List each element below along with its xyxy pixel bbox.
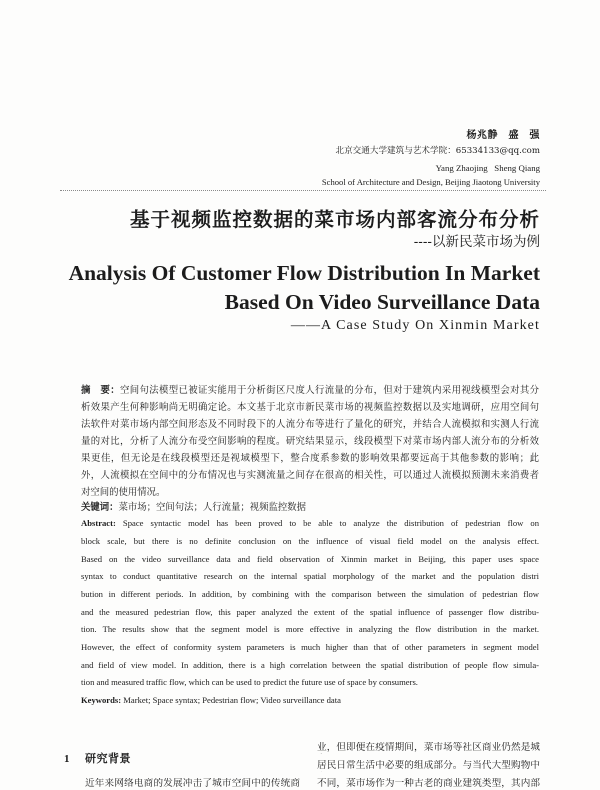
- title-en-line-2: Based On Video Surveillance Data: [224, 290, 540, 314]
- abstract-cn-line: 果更佳，但无论是在线段模型还是视域模型下，整合度系参数的影响效果都要远高于其他参数的影响；此: [81, 453, 539, 464]
- abstract-cn-line: 外，人流模拟在空间中的分布情况也与实测流量之间存在很高的相关性，可以通过人流模拟预测未来消费者: [81, 470, 539, 481]
- keywords-en: [81, 694, 539, 707]
- title-en-line-1: Analysis Of Customer Flow Distribution In Market: [68, 261, 540, 285]
- abstract-cn-line: 析效果产生何种影响尚无明确定论。本文基于北京市新民菜市场的视频监控数据以及实地调研，应用空间句: [81, 402, 539, 413]
- subtitle-cn: ----以新民菜市场为例: [413, 234, 540, 250]
- keywords-cn: [81, 501, 539, 515]
- abstract-en-line: block scale, but there is no definite conclusion on the influence of visual field model on the analysis effect.: [81, 536, 539, 546]
- section-number: 1: [64, 753, 70, 765]
- abstract-cn-line: [81, 384, 539, 398]
- abstract-en-text: Space syntactic model has been proved to be able to analyze the distribution of pedestrian flow on: [122, 518, 539, 528]
- keywords-cn-text: 菜市场；空间句法；人行流量；视频监控数据: [118, 502, 307, 513]
- abstract-cn-line: 对空间的使用情况。: [81, 487, 166, 498]
- section-heading: 研究背景: [85, 752, 131, 765]
- abstract-en-line: tion. The results show that the segment model is more effective in analyzing the flow distribution in the market.: [81, 624, 539, 634]
- abstract-en-line: bution in different periods. In addition, by combining with the comparison between the simulation of pedestrian flow: [81, 589, 539, 599]
- abstract-en-line: and the measured pedestrian flow, this paper analyzed the extent of the spatial influence of passenger flow distribu-: [81, 607, 539, 617]
- body-right-line: 业，但即便在疫情期间，菜市场等社区商业仍然是城: [317, 742, 540, 753]
- title-cn: 基于视频监控数据的菜市场内部客流分布分析: [129, 208, 540, 231]
- abstract-en-line: and field of view model. In addition, there is a high correlation between the spatial distribution of people flow simula-: [81, 660, 539, 670]
- body-right-line: 不同，菜市场作为一种古老的商业建筑类型，其内部: [317, 778, 540, 789]
- abstract-en-label: Abstract:: [81, 518, 116, 528]
- authors-en: Yang Zhaojing Sheng Qiang: [435, 163, 540, 173]
- abstract-en-line: syntax to conduct quantitative research on the internal spatial morphology of the market and the population distri: [81, 571, 539, 581]
- keywords-cn-label: 关键词：: [81, 502, 119, 513]
- abstract-en-line: However, the effect of conformity system parameters is much higher than that of other parameters in segment model: [81, 642, 539, 652]
- body-left-line: 近年来网络电商的发展冲击了城市空间中的传统商: [85, 778, 300, 789]
- abstract-en-line: [81, 517, 539, 530]
- affiliation-en: School of Architecture and Design, Beijing Jiaotong University: [321, 177, 540, 187]
- header-divider: [60, 190, 546, 191]
- keywords-en-text: Market; Space syntax; Pedestrian flow; Video surveillance data: [123, 695, 341, 705]
- subtitle-en: ——A Case Study On Xinmin Market: [290, 318, 540, 333]
- keywords-en-label: Keywords:: [81, 695, 122, 705]
- body-right-line: 居民日常生活中必要的组成部分。与当代大型购物中: [317, 760, 540, 771]
- abstract-cn-line: 量的对比，分析了人流分布受空间影响的程度。研究结果显示，线段模型下对菜市场内部人流分布的分析效: [81, 436, 539, 447]
- abstract-cn-text: 空间句法模型已被证实能用于分析街区尺度人行流量的分布，但对于建筑内采用视线模型会对其分: [120, 385, 539, 396]
- abstract-en-line: Based on the video surveillance data and field observation of Xinmin market in Beijing, this paper uses space: [81, 554, 539, 564]
- affiliation-cn: 北京交通大学建筑与艺术学院：65334133@qq.com: [335, 146, 540, 156]
- abstract-cn-label: 摘 要：: [81, 385, 121, 396]
- authors-cn: 杨兆静 盛 强: [466, 130, 540, 141]
- abstract-en-line: tion and measured traffic flow, which can be used to predict the future use of space by consumers.: [81, 677, 418, 687]
- abstract-cn-line: 法软件对菜市场内部空间形态及不同时段下的人流分布等进行了量化的研究，并结合人流模拟和实测人行流: [81, 419, 539, 430]
